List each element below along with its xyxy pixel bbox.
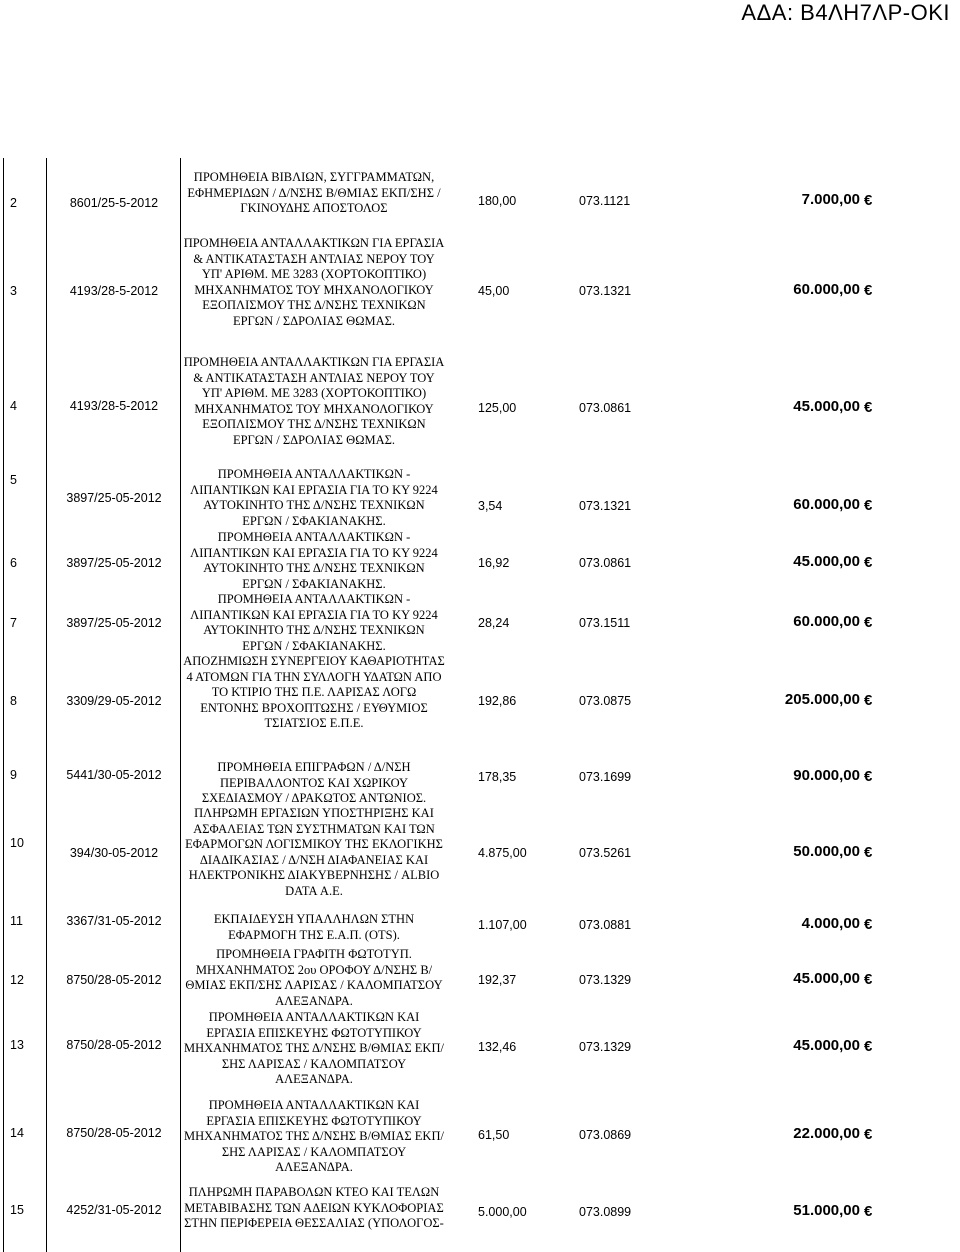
protocol-number: 394/30-05-2012: [69, 846, 159, 860]
kae-code: 073.0881: [579, 918, 632, 932]
kae-code: 073.1329: [579, 973, 632, 987]
amount: 132,46: [478, 1040, 517, 1054]
euro-sign: €: [864, 1203, 873, 1220]
protocol-number: 4193/28-5-2012: [69, 399, 159, 413]
row-number: 6: [10, 556, 17, 570]
budget-total: 51.000,00: [793, 1202, 860, 1219]
amount: 178,35: [478, 770, 517, 784]
protocol-number: 3309/29-05-2012: [66, 694, 162, 708]
budget-total: 205.000,00: [784, 691, 860, 708]
kae-code: 073.1329: [579, 1040, 632, 1054]
item-description: ΠΡΟΜΗΘΕΙΑ ΓΡΑΦΙΤΗ ΦΩΤΟΤΥΠ. ΜΗΧΑΝΗΜΑΤΟΣ 2ου ΟΡΟΦΟΥ Δ/ΝΣΗΣ Β/ΘΜΙΑΣ ΕΚΠ/ΣΗΣ ΛΑΡΙΣΑΣ / ΚΑΛΟΜΠΑΤΣΟΥ ΑΛΕΞΑΝΔΡΑ.: [185, 947, 443, 1008]
amount: 5.000,00: [478, 1205, 527, 1219]
budget-total: 4.000,00: [801, 915, 860, 932]
euro-sign: €: [864, 614, 873, 631]
row-number: 10: [10, 836, 24, 850]
kae-code: 073.5261: [579, 846, 632, 860]
amount: 61,50: [478, 1128, 510, 1142]
euro-sign: €: [864, 768, 873, 785]
amount: 192,86: [478, 694, 517, 708]
item-description: ΑΠΟΖΗΜΙΩΣΗ ΣΥΝΕΡΓΕΙΟΥ ΚΑΘΑΡΙΟΤΗΤΑΣ 4 ΑΤΟΜΩΝ ΓΙΑ ΤΗΝ ΣΥΛΛΟΓΗ ΥΔΑΤΩΝ ΑΠΟ ΤΟ ΚΤΙΡΙΟ ΤΗΣ Π.Ε. ΛΑΡΙΣΑΣ ΛΟΓΩ ΕΝΤΟΝΗΣ ΒΡΟΧΟΠΤΩΣΗΣ / ΕΥΘΥΜΙΟΣ ΤΣΙΑΤΣΙΟΣ Ε.Π.Ε.: [183, 654, 445, 730]
table-border-left: [3, 158, 4, 1252]
item-description: ΠΡΟΜΗΘΕΙΑ ΑΝΤΑΛΛΑΚΤΙΚΩΝ - ΛΙΠΑΝΤΙΚΩΝ ΚΑΙ ΕΡΓΑΣΙΑ ΓΙΑ ΤΟ ΚΥ 9224 ΑΥΤΟΚΙΝΗΤΟ ΤΗΣ Δ/ΝΣΗΣ ΤΕΧΝΙΚΩΝ ΕΡΓΩΝ / ΣΦΑΚΙΑΝΑΚΗΣ.: [190, 592, 438, 653]
row-number: 14: [10, 1126, 24, 1140]
protocol-number: 4193/28-5-2012: [69, 284, 159, 298]
row-number: 8: [10, 694, 17, 708]
kae-code: 073.0861: [579, 401, 632, 415]
item-description: ΠΡΟΜΗΘΕΙΑ ΑΝΤΑΛΛΑΚΤΙΚΩΝ ΚΑΙ ΕΡΓΑΣΙΑ ΕΠΙΣΚΕΥΗΣ ΦΩΤΟΤΥΠΙΚΟΥ ΜΗΧΑΝΗΜΑΤΟΣ ΤΗΣ Δ/ΝΣΗΣ Β/ΘΜΙΑΣ ΕΚΠ/ΣΗΣ ΛΑΡΙΣΑΣ / ΚΑΛΟΜΠΑΤΣΟΥ ΑΛΕΞΑΝΔΡΑ.: [184, 1098, 444, 1174]
item-description: ΠΡΟΜΗΘΕΙΑ ΑΝΤΑΛΛΑΚΤΙΚΩΝ ΚΑΙ ΕΡΓΑΣΙΑ ΕΠΙΣΚΕΥΗΣ ΦΩΤΟΤΥΠΙΚΟΥ ΜΗΧΑΝΗΜΑΤΟΣ ΤΗΣ Δ/ΝΣΗΣ Β/ΘΜΙΑΣ ΕΚΠ/ΣΗΣ ΛΑΡΙΣΑΣ / ΚΑΛΟΜΠΑΤΣΟΥ ΑΛΕΞΑΝΔΡΑ.: [184, 1010, 444, 1086]
protocol-number: 8601/25-5-2012: [69, 196, 159, 210]
row-number: 5: [10, 473, 17, 487]
item-description: ΠΛΗΡΩΜΗ ΕΡΓΑΣΙΩΝ ΥΠΟΣΤΗΡΙΞΗΣ ΚΑΙ ΑΣΦΑΛΕΙΑΣ ΤΩΝ ΣΥΣΤΗΜΑΤΩΝ ΚΑΙ ΤΩΝ ΕΦΑΡΜΟΓΩΝ ΛΟΓΙΣΜΙΚΟΥ ΤΗΣ ΕΚΛΟΓΙΚΗΣ ΔΙΑΔΙΚΑΣΙΑΣ / Δ/ΝΣΗ ΔΙΑΦΑΝΕΙΑΣ ΚΑΙ ΗΛΕΚΤΡΟΝΙΚΗΣ ΔΙΑΚΥΒΕΡΝΗΣΗΣ / ALBIO DATA Α.Ε.: [185, 806, 443, 898]
amount: 180,00: [478, 194, 517, 208]
euro-sign: €: [864, 971, 873, 988]
budget-total: 45.000,00: [793, 1037, 860, 1054]
protocol-number: 5441/30-05-2012: [66, 768, 162, 782]
budget-total: 60.000,00: [793, 613, 860, 630]
ada-header: ΑΔΑ: Β4ΛΗ7ΛΡ-ΟΚΙ: [741, 0, 950, 25]
budget-total: 60.000,00: [793, 281, 860, 298]
euro-sign: €: [864, 844, 873, 861]
kae-code: 073.1511: [579, 616, 631, 630]
protocol-number: 3897/25-05-2012: [66, 556, 162, 570]
budget-total: 22.000,00: [793, 1125, 860, 1142]
euro-sign: €: [864, 554, 873, 571]
amount: 1.107,00: [478, 918, 527, 932]
kae-code: 073.0899: [579, 1205, 632, 1219]
protocol-number: 3897/25-05-2012: [66, 491, 162, 505]
row-number: 3: [10, 284, 17, 298]
kae-code: 073.1321: [579, 284, 632, 298]
budget-total: 60.000,00: [793, 496, 860, 513]
euro-sign: €: [864, 399, 873, 416]
amount: 4.875,00: [478, 846, 527, 860]
kae-code: 073.1121: [579, 194, 631, 208]
item-description: ΠΡΟΜΗΘΕΙΑ ΑΝΤΑΛΛΑΚΤΙΚΩΝ ΓΙΑ ΕΡΓΑΣΙΑ & ΑΝΤΙΚΑΤΑΣΤΑΣΗ ΑΝΤΛΙΑΣ ΝΕΡΟΥ ΤΟΥ ΥΠ' ΑΡΙΘΜ. ΜΕ 3283 (ΧΟΡΤΟΚΟΠΤΙΚΟ) ΜΗΧΑΝΗΜΑΤΟΣ ΤΟΥ ΜΗΧΑΝΟΛΟΓΙΚΟΥ ΕΞΟΠΛΙΣΜΟΥ ΤΗΣ Δ/ΝΣΗΣ ΤΕΧΝΙΚΩΝ ΕΡΓΩΝ / ΣΔΡΟΛΙΑΣ ΘΩΜΑΣ.: [183, 355, 445, 447]
budget-total: 7.000,00: [801, 191, 860, 208]
protocol-number: 8750/28-05-2012: [66, 1126, 162, 1140]
budget-total: 45.000,00: [793, 398, 860, 415]
item-description: ΠΡΟΜΗΘΕΙΑ ΑΝΤΑΛΛΑΚΤΙΚΩΝ - ΛΙΠΑΝΤΙΚΩΝ ΚΑΙ ΕΡΓΑΣΙΑ ΓΙΑ ΤΟ ΚΥ 9224 ΑΥΤΟΚΙΝΗΤΟ ΤΗΣ Δ/ΝΣΗΣ ΤΕΧΝΙΚΩΝ ΕΡΓΩΝ / ΣΦΑΚΙΑΝΑΚΗΣ.: [190, 467, 438, 528]
table-border-protocol: [180, 158, 181, 1252]
row-number: 12: [10, 973, 24, 987]
amount: 3,54: [478, 499, 503, 513]
protocol-number: 8750/28-05-2012: [66, 1038, 162, 1052]
budget-total: 45.000,00: [793, 553, 860, 570]
kae-code: 073.1699: [579, 770, 632, 784]
amount: 16,92: [478, 556, 510, 570]
item-description: ΠΡΟΜΗΘΕΙΑ ΑΝΤΑΛΛΑΚΤΙΚΩΝ - ΛΙΠΑΝΤΙΚΩΝ ΚΑΙ ΕΡΓΑΣΙΑ ΓΙΑ ΤΟ ΚΥ 9224 ΑΥΤΟΚΙΝΗΤΟ ΤΗΣ Δ/ΝΣΗΣ ΤΕΧΝΙΚΩΝ ΕΡΓΩΝ / ΣΦΑΚΙΑΝΑΚΗΣ.: [190, 530, 438, 591]
item-description: ΠΡΟΜΗΘΕΙΑ ΑΝΤΑΛΛΑΚΤΙΚΩΝ ΓΙΑ ΕΡΓΑΣΙΑ & ΑΝΤΙΚΑΤΑΣΤΑΣΗ ΑΝΤΛΙΑΣ ΝΕΡΟΥ ΤΟΥ ΥΠ' ΑΡΙΘΜ. ΜΕ 3283 (ΧΟΡΤΟΚΟΠΤΙΚΟ) ΜΗΧΑΝΗΜΑΤΟΣ ΤΟΥ ΜΗΧΑΝΟΛΟΓΙΚΟΥ ΕΞΟΠΛΙΣΜΟΥ ΤΗΣ Δ/ΝΣΗΣ ΤΕΧΝΙΚΩΝ ΕΡΓΩΝ / ΣΔΡΟΛΙΑΣ ΘΩΜΑΣ.: [183, 236, 445, 328]
euro-sign: €: [864, 916, 873, 933]
kae-code: 073.0875: [579, 694, 632, 708]
item-description: ΕΚΠΑΙΔΕΥΣΗ ΥΠΑΛΛΗΛΩΝ ΣΤΗΝ ΕΦΑΡΜΟΓΗ ΤΗΣ Ε.Α.Π. (OTS).: [213, 912, 415, 942]
protocol-number: 8750/28-05-2012: [66, 973, 162, 987]
euro-sign: €: [864, 1126, 873, 1143]
item-description: ΠΡΟΜΗΘΕΙΑ ΒΙΒΛΙΩΝ, ΣΥΓΓΡΑΜΜΑΤΩΝ, ΕΦΗΜΕΡΙΔΩΝ / Δ/ΝΣΗΣ Β/ΘΜΙΑΣ ΕΚΠ/ΣΗΣ / ΓΚΙΝΟΥΔΗΣ ΑΠΟΣΤΟΛΟΣ: [187, 170, 441, 215]
budget-total: 45.000,00: [793, 970, 860, 987]
amount: 192,37: [478, 973, 517, 987]
euro-sign: €: [864, 192, 873, 209]
row-number: 11: [10, 914, 23, 928]
amount: 45,00: [478, 284, 510, 298]
budget-total: 50.000,00: [793, 843, 860, 860]
kae-code: 073.1321: [579, 499, 632, 513]
protocol-number: 4252/31-05-2012: [66, 1203, 162, 1217]
kae-code: 073.0869: [579, 1128, 632, 1142]
protocol-number: 3367/31-05-2012: [66, 914, 162, 928]
euro-sign: €: [864, 1038, 873, 1055]
budget-total: 90.000,00: [793, 767, 860, 784]
row-number: 13: [10, 1038, 24, 1052]
euro-sign: €: [864, 497, 873, 514]
row-number: 15: [10, 1203, 24, 1217]
row-number: 2: [10, 196, 17, 210]
kae-code: 073.0861: [579, 556, 632, 570]
row-number: 9: [10, 768, 17, 782]
row-number: 4: [10, 399, 17, 413]
item-description: ΠΡΟΜΗΘΕΙΑ ΕΠΙΓΡΑΦΩΝ / Δ/ΝΣΗ ΠΕΡΙΒΑΛΛΟΝΤΟΣ ΚΑΙ ΧΩΡΙΚΟΥ ΣΧΕΔΙΑΣΜΟΥ / ΔΡΑΚΩΤΟΣ ΑΝΤΩΝΙΟΣ.: [201, 760, 427, 805]
table-border-num: [46, 158, 47, 1252]
item-description: ΠΛΗΡΩΜΗ ΠΑΡΑΒΟΛΩΝ ΚΤΕΟ ΚΑΙ ΤΕΛΩΝ ΜΕΤΑΒΙΒΑΣΗΣ ΤΩΝ ΑΔΕΙΩΝ ΚΥΚΛΟΦΟΡΙΑΣ ΣΤΗΝ ΠΕΡΙΦΕΡΕΙΑ ΘΕΣΣΑΛΙΑΣ (ΥΠΟΛΟΓΟΣ-: [184, 1185, 444, 1230]
euro-sign: €: [864, 282, 873, 299]
protocol-number: 3897/25-05-2012: [66, 616, 162, 630]
amount: 28,24: [478, 616, 510, 630]
row-number: 7: [10, 616, 17, 630]
euro-sign: €: [864, 692, 873, 709]
amount: 125,00: [478, 401, 517, 415]
